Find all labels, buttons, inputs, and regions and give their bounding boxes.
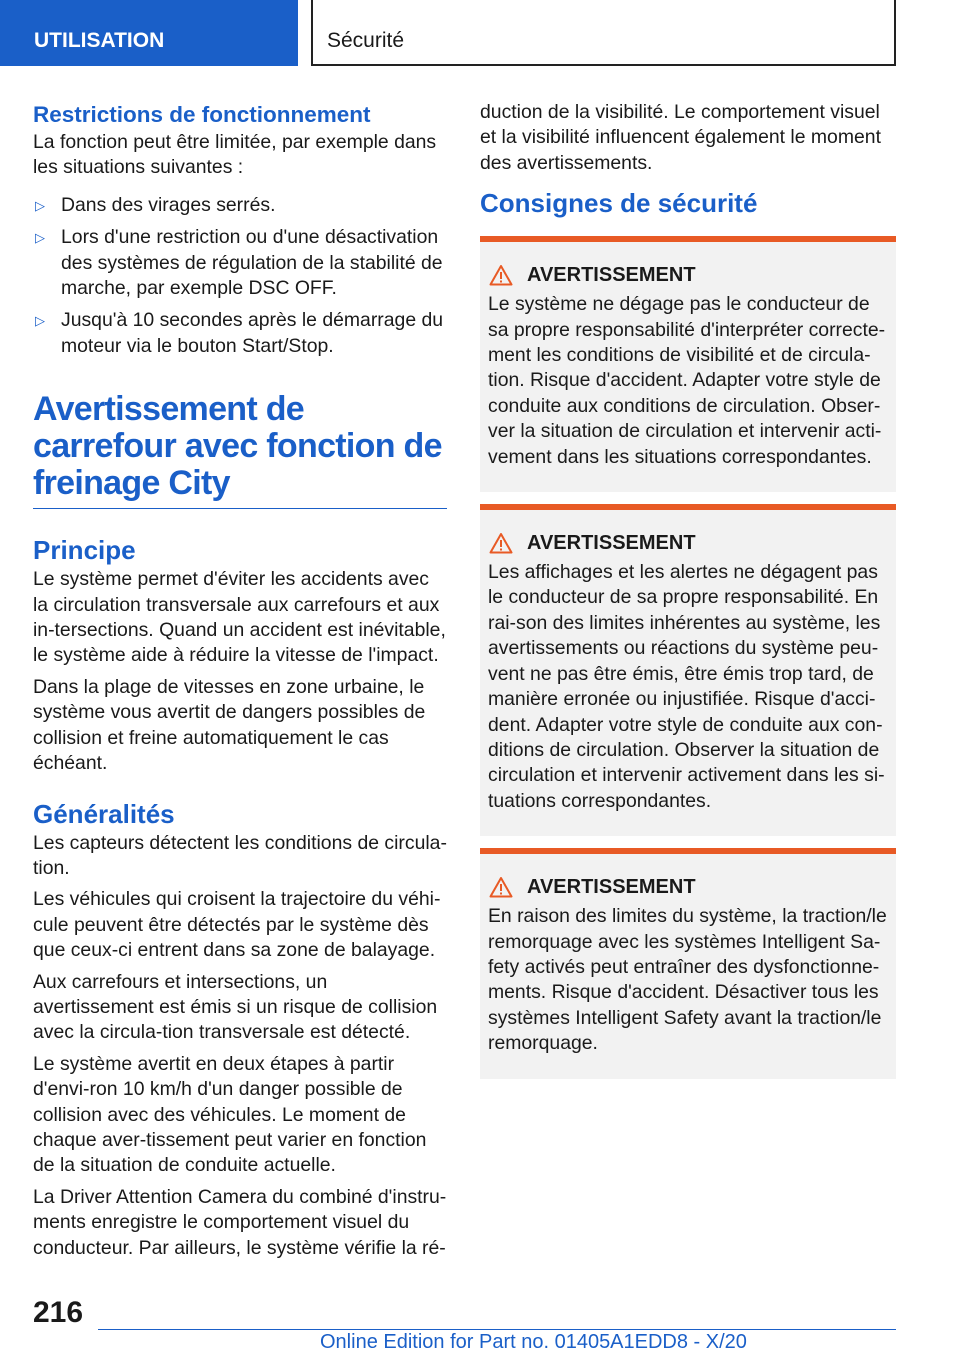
- paragraph: Le système permet d'éviter les accidents avec la circulation transversale aux carrefours et aux in-tersections. Quand un accident est inévitable, le système aide à réduire la vitesse de l'impact.: [33, 568, 446, 667]
- triangle-bullet-icon: ▷: [35, 313, 45, 329]
- list-item: ▷ Dans des virages serrés.: [33, 193, 447, 218]
- paragraph: Le système avertit en deux étapes à partir d'envi-ron 10 km/h d'un danger possible de collision avec des véhicules. Le moment de chaque aver-tissement peut varier en fonction de la situation de conduite actuelle.: [33, 1052, 427, 1177]
- triangle-bullet-icon: ▷: [35, 230, 45, 246]
- chapter-title: Avertissement de carrefour avec fonction de freinage City: [33, 391, 447, 509]
- section-title: Sécurité: [311, 0, 896, 66]
- restrictions-heading: Restrictions de fonctionnement: [33, 102, 371, 127]
- warning-box: [480, 848, 896, 1078]
- warning-title: AVERTISSEMENT: [488, 530, 888, 556]
- warning-triangle-icon: [489, 876, 513, 898]
- paragraph: duction de la visibilité. Le comportement visuel et la visibilité influencent également le moment des avertissements.: [480, 101, 881, 174]
- warning-title: AVERTISSEMENT: [488, 262, 888, 288]
- paragraph: Aux carrefours et intersections, un avertissement est émis si un risque de collision avec la circula-tion transversale est détecté.: [33, 970, 438, 1044]
- paragraph: Dans la plage de vitesses en zone urbaine, le système vous avertit de dangers possibles de collision et freine automatiquement le cas échéant.: [33, 675, 426, 775]
- paragraph: Les capteurs détectent les conditions de circula-tion.: [33, 831, 447, 879]
- edition-footer: Online Edition for Part no. 01405A1EDD8 - X/20: [320, 1331, 747, 1353]
- list-item: ▷ Lors d'une restriction ou d'une désactivation des systèmes de régulation de la stabilité de marche, par exemple DSC OFF.: [35, 226, 443, 300]
- warning-box: [480, 236, 896, 492]
- paragraph: La Driver Attention Camera du combiné d'instru-ments enregistre le comportement visuel du conducteur. Par ailleurs, le système vérifie la ré-: [33, 1185, 447, 1259]
- left-column: [33, 100, 447, 1267]
- consignes-heading: Consignes de sécurité: [480, 188, 758, 219]
- list-item: ▷ Jusqu'à 10 secondes après le démarrage du moteur via le bouton Start/Stop.: [35, 309, 444, 357]
- warning-triangle-icon: [489, 532, 513, 554]
- warning-text: Les affichages et les alertes ne dégagent pas le conducteur de sa propre responsabilité. En rai-son des limites inhérentes au système, les avertissements ou réactions du système peu-vent ne pas être émis, être émis trop tard, de manière erronée ou injustifiée. Risque d'acci-dent. Adapter votre style de conduite aux con-ditions de circulation. Observer la situation de circulation et intervenir activement dans les si-tuations correspondantes.: [488, 561, 885, 812]
- triangle-bullet-icon: ▷: [35, 197, 45, 213]
- warning-text: En raison des limites du système, la traction/le remorquage avec les systèmes Intelligent Sa-fety activés peut entraîner des dysfonctionne-ments. Risque d'accident. Désactiver tous les systèmes Intelligent Safety avant la traction/le remorquage.: [488, 905, 887, 1055]
- restrictions-intro: La fonction peut être limitée, par exemple dans les situations suivantes :: [33, 131, 437, 179]
- warning-box: [480, 504, 896, 836]
- principe-heading: Principe: [33, 535, 136, 566]
- restrictions-list: [33, 193, 447, 359]
- page-number: 216: [33, 1296, 84, 1329]
- generalites-heading: Généralités: [33, 798, 175, 829]
- warning-title: AVERTISSEMENT: [488, 874, 888, 900]
- paragraph: Les véhicules qui croisent la trajectoire du véhi-cule peuvent être détectés par le système dès que ceux-ci entrent dans sa zone de balayage.: [33, 888, 441, 962]
- warning-text: Le système ne dégage pas le conducteur de sa propre responsabilité d'interpréter correcte-ment les conditions de visibilité et de circula-tion. Risque d'accident. Adapter votre style de conduite aux conditions de circulation. Obser-ver la situation de circulation et intervenir acti-vement dans les situations correspondantes.: [488, 293, 886, 468]
- right-column: [480, 100, 896, 1091]
- warning-triangle-icon: [489, 264, 513, 286]
- footer-divider: [98, 1329, 896, 1330]
- chapter-tab: UTILISATION: [0, 0, 298, 66]
